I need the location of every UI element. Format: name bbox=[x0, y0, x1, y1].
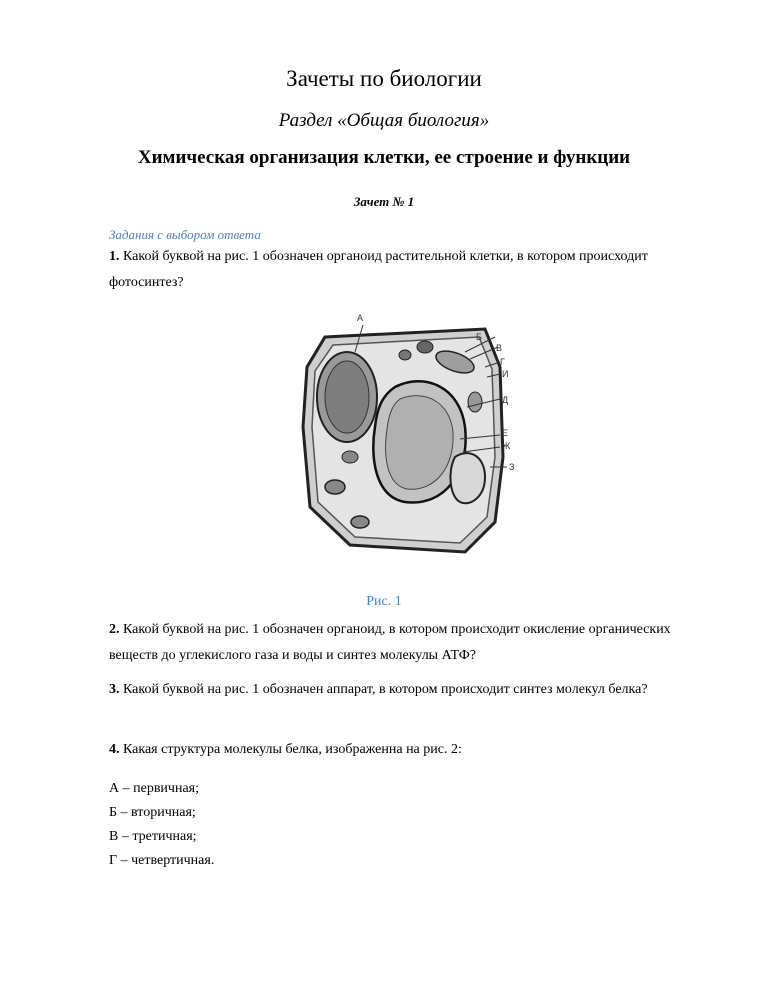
label-e: Е bbox=[502, 428, 509, 438]
plant-cell-illustration bbox=[295, 307, 530, 562]
question-text: Какой буквой на рис. 1 обозначен аппарат, в котором происходит синтез молекул белка? bbox=[123, 682, 648, 697]
label-v: В bbox=[496, 343, 503, 353]
organelle-small bbox=[468, 392, 482, 412]
nucleus bbox=[450, 453, 485, 503]
section-subtitle: Раздел «Общая биология» bbox=[278, 110, 490, 131]
organelle-small bbox=[325, 480, 345, 494]
organelle-small bbox=[342, 451, 358, 463]
question-3 bbox=[109, 677, 719, 703]
organelle-small bbox=[351, 516, 369, 528]
question-text: Какой буквой на рис. 1 обозначен органоид, в котором происходит окисление органических веществ до углекислого газа и воды и синтез молекулы АТФ? bbox=[109, 622, 671, 663]
label-g: Г bbox=[500, 357, 505, 367]
label-b: Б bbox=[476, 332, 482, 342]
label-a: А bbox=[357, 313, 364, 323]
question-number: 4. bbox=[109, 742, 120, 757]
question-4 bbox=[109, 737, 719, 763]
answer-option: Г – четвертичная. bbox=[109, 853, 215, 868]
plant-cell-figure bbox=[295, 307, 530, 562]
label-z: З bbox=[509, 462, 515, 472]
label-d: Д bbox=[502, 395, 509, 405]
test-number: Зачет № 1 bbox=[353, 194, 415, 209]
label-i: И bbox=[502, 369, 509, 379]
question-number: 2. bbox=[109, 622, 120, 637]
organelle-small bbox=[399, 350, 411, 360]
answer-option: А – первичная; bbox=[109, 781, 199, 796]
answer-option: В – третичная; bbox=[109, 829, 197, 844]
question-1 bbox=[109, 244, 719, 296]
question-number: 3. bbox=[109, 682, 120, 697]
answer-option: Б – вторичная; bbox=[109, 805, 196, 820]
topic-heading: Химическая организация клетки, ее строение и функции bbox=[137, 147, 631, 168]
question-text: Какая структура молекулы белка, изображенна на рис. 2: bbox=[123, 742, 462, 757]
label-zh: Ж bbox=[502, 441, 511, 451]
page-title: Зачеты по биологии bbox=[286, 66, 482, 91]
chloroplast-inner bbox=[325, 361, 369, 433]
question-text: Какой буквой на рис. 1 обозначен органоид растительной клетки, в котором происходит фотосинтез? bbox=[109, 249, 648, 290]
figure-caption: Рис. 1 bbox=[366, 594, 402, 609]
question-2 bbox=[109, 617, 719, 669]
ribosome-body bbox=[417, 341, 433, 353]
question-number: 1. bbox=[109, 249, 120, 264]
tasks-section-label: Задания с выбором ответа bbox=[109, 227, 261, 242]
